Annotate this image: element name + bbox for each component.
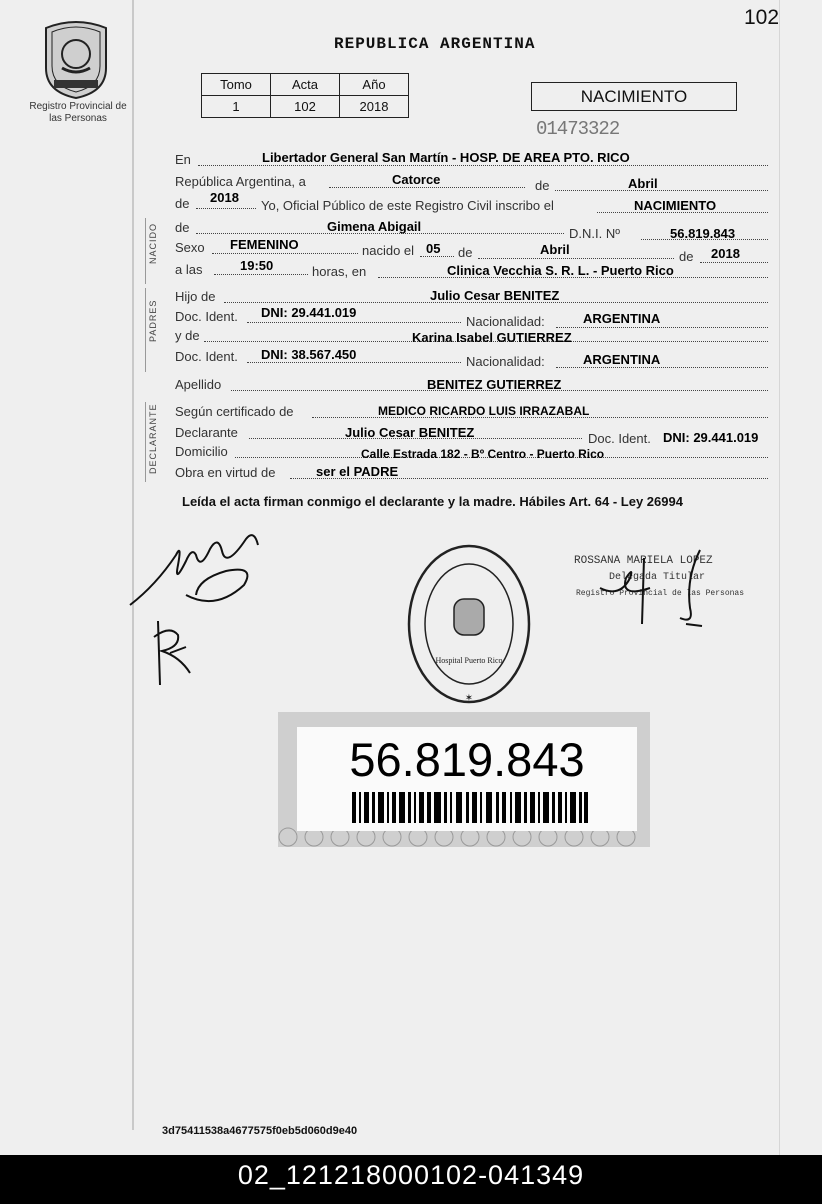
label-y-de: y de	[175, 328, 200, 343]
value-lugar-nac: Clinica Vecchia S. R. L. - Puerto Rico	[447, 263, 674, 278]
value-padre-nac: ARGENTINA	[583, 311, 661, 326]
dotted-line	[478, 258, 674, 259]
dotted-line	[420, 256, 454, 257]
label-republica: República Argentina, a	[175, 174, 306, 189]
dotted-line	[247, 362, 461, 363]
official-signature-icon	[590, 548, 720, 632]
section-divider	[145, 288, 146, 372]
value-madre-doc: DNI: 38.567.450	[261, 347, 357, 362]
label-de: de	[175, 220, 190, 235]
dotted-line	[700, 262, 768, 263]
dotted-line	[556, 327, 768, 328]
label-domicilio: Domicilio	[175, 444, 228, 459]
dotted-line	[214, 274, 308, 275]
label-obra: Obra en virtud de	[175, 465, 276, 480]
page-number: 102	[744, 6, 780, 29]
dotted-line	[247, 322, 461, 323]
value-declarante: Julio Cesar BENITEZ	[345, 425, 475, 440]
official-role: Delegada Titular	[609, 572, 706, 583]
label-dni-no: D.N.I. Nº	[569, 226, 620, 241]
label-nacionalidad: Nacionalidad:	[466, 314, 545, 329]
side-label-nacido: NACIDO	[148, 222, 158, 264]
round-stamp-icon	[404, 541, 534, 711]
value-declarante-doc: DNI: 29.441.019	[663, 430, 759, 445]
label-de: de	[458, 245, 473, 260]
declarant-signature-icon	[126, 525, 266, 617]
registry-name: Registro Provincial de las Personas	[29, 101, 127, 124]
document-hash: 3d75411538a4677575f0eb5d060d9e40	[162, 1125, 358, 1137]
value-sexo: FEMENINO	[230, 237, 299, 252]
value-madre-nac: ARGENTINA	[583, 352, 661, 367]
value-lugar: Libertador General San Martín - HOSP. DE AREA PTO. RICO	[262, 150, 630, 165]
table-value-anio: 2018	[340, 96, 409, 118]
label-a-las: a las	[175, 262, 203, 277]
side-label-declarante: DECLARANTE	[148, 403, 158, 474]
label-yo-oficial: Yo, Oficial Público de este Registro Civil inscribo el	[261, 198, 554, 213]
value-padre-doc: DNI: 29.441.019	[261, 305, 357, 320]
table-value-acta: 102	[271, 96, 340, 118]
label-nacionalidad: Nacionalidad:	[466, 354, 545, 369]
value-madre: Karina Isabel GUTIERREZ	[412, 330, 572, 345]
value-anio: 2018	[210, 190, 239, 205]
closing-text: Leída el acta firman conmigo el declarante y la madre. Hábiles Art. 64 - Ley 26994	[182, 494, 683, 509]
value-dia-letras: Catorce	[392, 172, 441, 187]
record-type-box: NACIMIENTO	[531, 82, 737, 111]
dotted-line	[556, 367, 768, 368]
value-hora: 19:50	[240, 258, 274, 273]
dotted-line	[212, 253, 358, 254]
label-doc-ident-decl: Doc. Ident.	[588, 431, 651, 446]
value-dni: 56.819.843	[670, 226, 736, 241]
round-stamp-inner-text: Hospital Puerto Rico	[435, 656, 503, 665]
label-hijo-de: Hijo de	[175, 289, 216, 304]
label-doc-ident: Doc. Ident.	[175, 309, 238, 324]
dotted-line	[196, 208, 256, 209]
document-title: REPUBLICA ARGENTINA	[334, 35, 536, 53]
dotted-line	[555, 190, 768, 191]
label-en: En	[175, 152, 191, 167]
svg-text:✶: ✶	[464, 693, 474, 704]
dotted-line	[329, 187, 525, 188]
side-label-padres: PADRES	[148, 299, 158, 342]
value-obra: ser el PADRE	[316, 464, 399, 479]
value-certificado: MEDICO RICARDO LUIS IRRAZABAL	[378, 404, 590, 418]
value-padre: Julio Cesar BENITEZ	[430, 288, 560, 303]
value-mes-nac: Abril	[540, 242, 570, 257]
label-horas-en: horas, en	[312, 264, 367, 279]
official-office: Registro Provincial de las Personas	[576, 589, 745, 598]
barcode-icon	[352, 792, 588, 823]
serial-number: 01473322	[536, 118, 620, 140]
label-sexo: Sexo	[175, 240, 205, 255]
label-doc-ident: Doc. Ident.	[175, 349, 238, 364]
label-de: de	[535, 178, 550, 193]
official-name: ROSSANA MARIELA LOPEZ	[574, 555, 713, 567]
label-segun: Según certificado de	[175, 404, 294, 419]
table-header-acta: Acta	[271, 74, 340, 96]
label-apellido: Apellido	[175, 377, 222, 392]
table-header-anio: Año	[340, 74, 409, 96]
section-divider	[145, 402, 146, 482]
right-edge-line	[779, 0, 780, 1155]
value-nombre: Gimena Abigail	[327, 219, 422, 234]
label-nacido-el: nacido el	[362, 243, 415, 258]
value-acto: NACIMIENTO	[634, 198, 717, 213]
registry-table	[201, 73, 409, 118]
dni-sticker-number: 56.819.843	[349, 733, 585, 786]
value-dia-nac: 05	[426, 241, 441, 256]
provincial-seal-icon	[40, 18, 112, 100]
label-declarante: Declarante	[175, 425, 238, 440]
value-anio-nac: 2018	[711, 246, 740, 261]
table-header-tomo: Tomo	[202, 74, 271, 96]
label-de: de	[679, 249, 694, 264]
value-apellido: BENITEZ GUTIERREZ	[427, 377, 562, 392]
value-domicilio: Calle Estrada 182 - Bº Centro - Puerto Rico	[361, 447, 605, 461]
dotted-line	[198, 165, 768, 166]
value-mes: Abril	[628, 176, 658, 191]
table-value-tomo: 1	[202, 96, 271, 118]
section-divider	[145, 218, 146, 284]
label-de: de	[175, 196, 190, 211]
file-id-bar: 02_121218000102-041349	[0, 1155, 822, 1204]
mother-signature-icon	[150, 617, 196, 689]
